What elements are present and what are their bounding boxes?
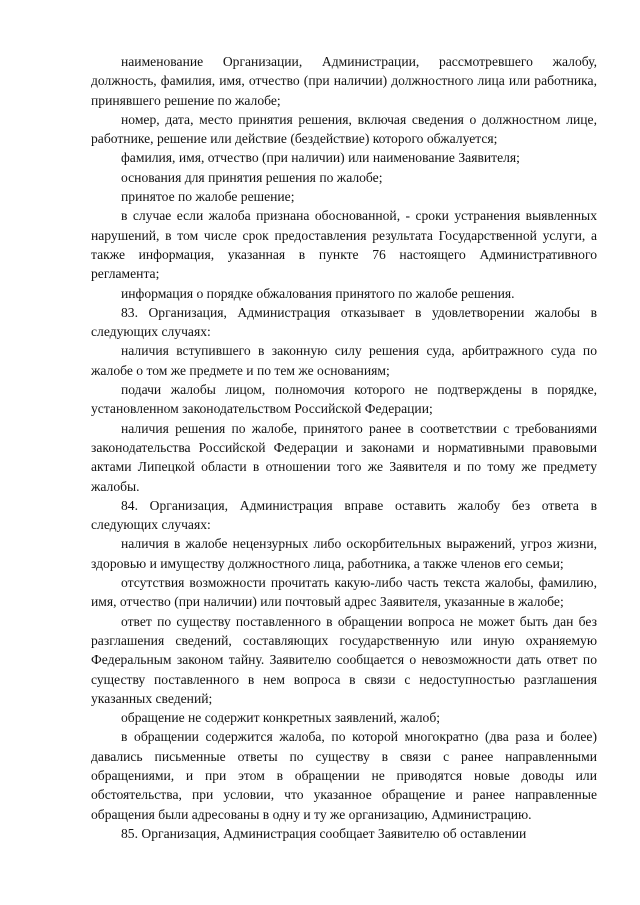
paragraph-11: наличия решения по жалобе, принятого ранее в соответствии с требованиями законодательства Российской Федерации и законами и нормативными правовыми актами Липецкой области в отношении того же Заявителя и по тому же предмету жалобы.: [91, 420, 597, 494]
paragraph-1: наименование Организации, Администрации, рассмотревшего жалобу, должность, фамилия, имя, отчество (при наличии) должностного лица или работника, принявшего решение по жалобе;: [91, 54, 597, 108]
paragraph-4: основания для принятия решения по жалобе;: [121, 169, 383, 185]
paragraph-17: в обращении содержится жалоба, по которой многократно (два раза и более) давались письменные ответы по существу в связи с ранее направленными обращениями, и при этом в обращении не приводятся новые доводы или обстоятельства, при условии, что указанное обращение и ранее направленные обращения были адресованы в одну и ту же организацию, Администрацию.: [91, 729, 597, 822]
paragraph-16: обращение не содержит конкретных заявлений, жалоб;: [121, 710, 441, 726]
paragraph-14: отсутствия возможности прочитать какую-либо часть текста жалобы, фамилию, имя, отчество (при наличии) или почтовый адрес Заявителя, указанные в жалобе;: [91, 575, 597, 610]
paragraph-3: фамилия, имя, отчество (при наличии) или наименование Заявителя;: [121, 150, 520, 166]
paragraph-2: номер, дата, место принятия решения, включая сведения о должностном лице, работнике, решение или действие (бездействие) которого обжалуется;: [91, 111, 597, 147]
paragraph-7: информация о порядке обжалования принятого по жалобе решения.: [121, 285, 515, 301]
paragraph-10: подачи жалобы лицом, полномочия которого не подтверждены в порядке, установленном законодательством Российской Федерации;: [91, 382, 597, 417]
paragraph-13: наличия в жалобе нецензурных либо оскорбительных выражений, угроз жизни, здоровью и имуществу должностного лица, работника, а также членов его семьи;: [91, 536, 597, 571]
paragraph-18: 85. Организация, Администрация сообщает Заявителю об оставлении: [121, 825, 527, 841]
paragraph-9: наличия вступившего в законную силу решения суда, арбитражного суда по жалобе о том же предмете и по тем же основаниям;: [91, 343, 597, 378]
paragraph-12: 84. Организация, Администрация вправе оставить жалобу без ответа в следующих случаях:: [91, 497, 597, 533]
document-page: [91, 52, 597, 843]
paragraph-5: принятое по жалобе решение;: [121, 189, 295, 205]
paragraph-8: 83. Организация, Администрация отказывает в удовлетворении жалобы в следующих случаях:: [91, 304, 597, 340]
paragraph-15: ответ по существу поставленного в обращении вопроса не может быть дан без разглашения сведений, составляющих государственную или иную охраняемую Федеральным законом тайну. Заявителю сообщается о невозможности дать ответ по существу поставленного в нем вопроса в связи с недоступностью разглашения указанных сведений;: [91, 613, 597, 706]
paragraph-6: в случае если жалоба признана обоснованной, - сроки устранения выявленных нарушений, в том числе срок предоставления результата Государственной услуги, а также информация, указанная в пункте 76 настоящего Административного регламента;: [91, 208, 597, 282]
